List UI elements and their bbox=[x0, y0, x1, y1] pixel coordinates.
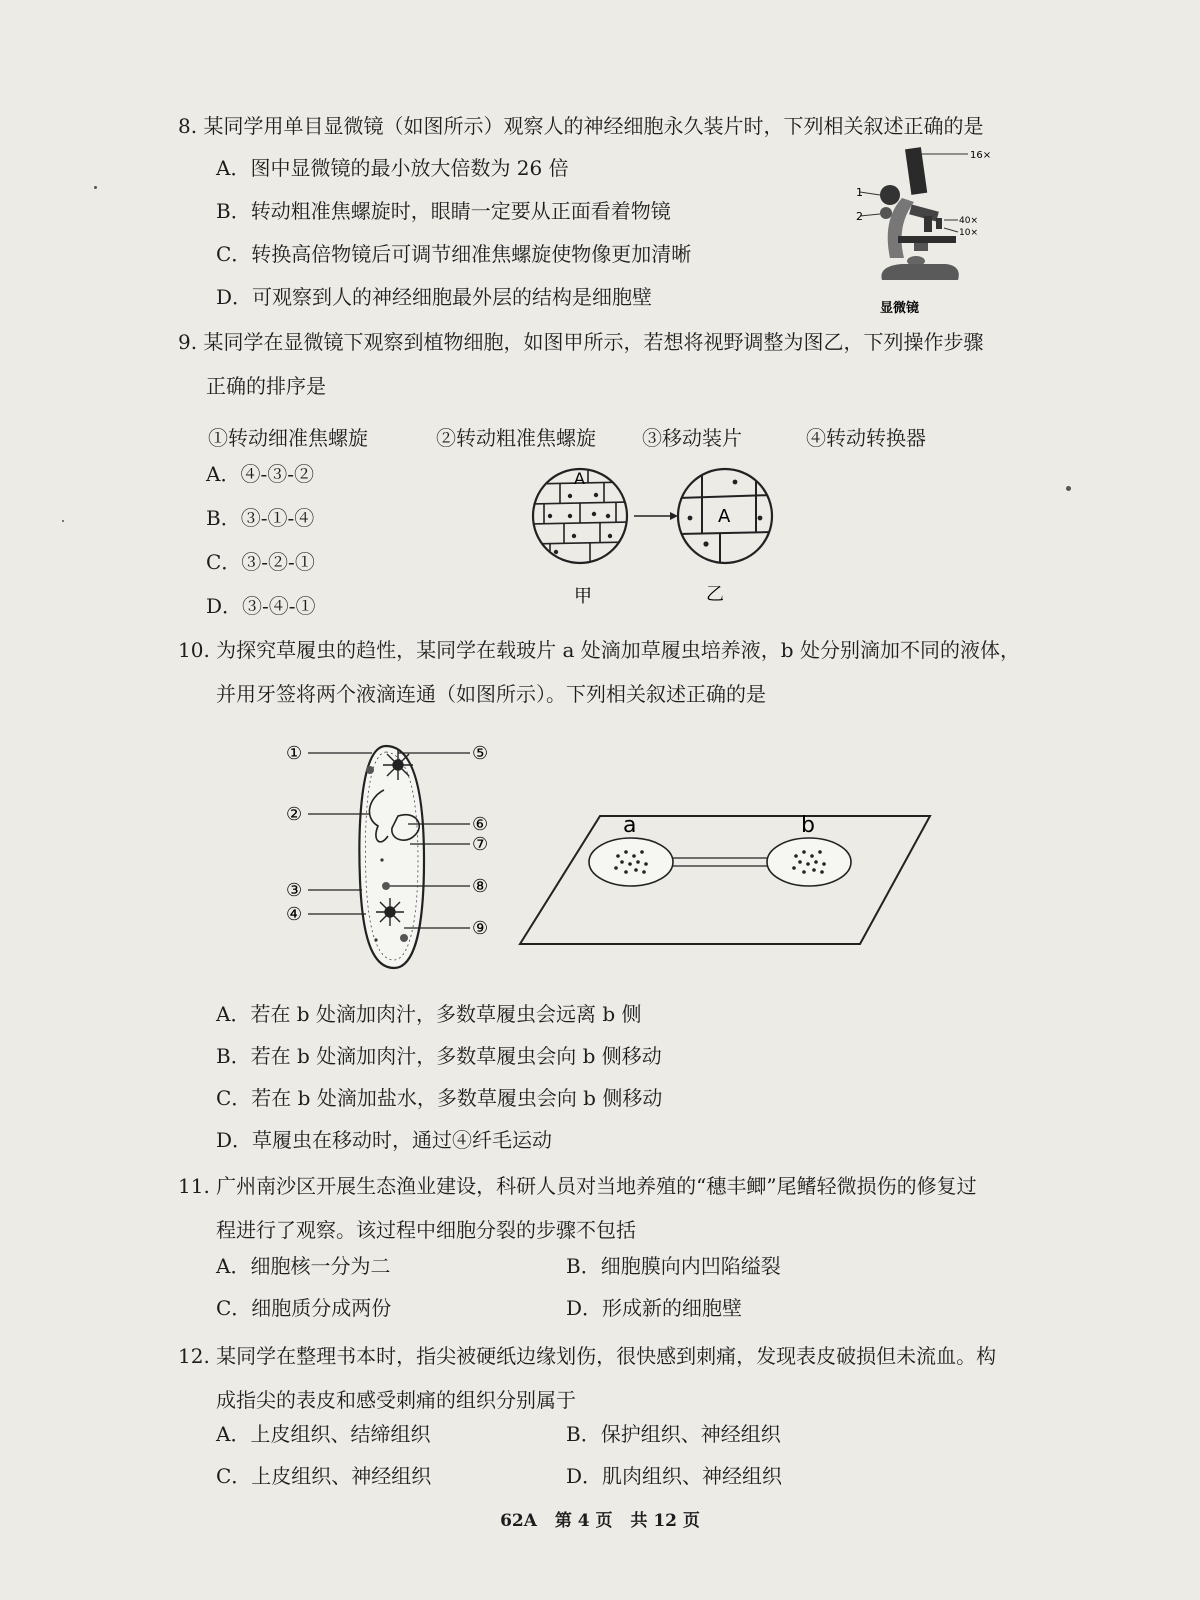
paramecium-label-6: ⑥ bbox=[472, 814, 489, 835]
paramecium-label-2: ② bbox=[286, 804, 303, 825]
q12-option-d: D．肌肉组织、神经组织 bbox=[566, 1464, 783, 1488]
paramecium-label-4: ④ bbox=[286, 904, 303, 925]
q11-option-a: A．细胞核一分为二 bbox=[216, 1254, 391, 1278]
slide-label-a: a bbox=[623, 813, 637, 838]
contractile-vacuole-top bbox=[383, 750, 413, 780]
q9-option-b: B．③-①-④ bbox=[206, 506, 315, 530]
q9-step-1: ①转动细准焦螺旋 bbox=[208, 426, 368, 450]
q9-option-c: C．③-②-① bbox=[206, 550, 315, 574]
q10-option-c: C．若在 b 处滴加盐水，多数草履虫会向 b 侧移动 bbox=[216, 1086, 663, 1110]
question-12-stem: 12. 某同学在整理书本时，指尖被硬纸边缘划伤，很快感到刺痛，发现表皮破损但未流血。构 成指尖的表皮和感受刺痛的组织分别属于 bbox=[178, 1344, 997, 1412]
paramecium-figure bbox=[286, 740, 506, 980]
paramecium-label-1: ① bbox=[286, 743, 303, 764]
label-jia: 甲 bbox=[574, 586, 592, 607]
q11-option-c: C．细胞质分成两份 bbox=[216, 1296, 392, 1320]
question-11-stem: 11. 广州南沙区开展生态渔业建设，科研人员对当地养殖的“穗丰鲫”尾鳍轻微损伤的修复过 程进行了观察。该过程中细胞分裂的步骤不包括 bbox=[178, 1174, 977, 1242]
slide-figure bbox=[520, 810, 940, 950]
q9-option-d: D．③-④-① bbox=[206, 594, 316, 618]
label-2: 2 bbox=[856, 210, 863, 223]
paramecium-label-5: ⑤ bbox=[472, 743, 489, 764]
objective-low-label: 10× bbox=[959, 228, 978, 238]
microscope-caption: 显微镜 bbox=[880, 301, 920, 316]
q12-option-c: C．上皮组织、神经组织 bbox=[216, 1464, 432, 1488]
question-8-stem: 8. 某同学用单目显微镜（如图所示）观察人的神经细胞永久装片时，下列相关叙述正确的是 bbox=[178, 114, 984, 138]
q9-step-2: ②转动粗准焦螺旋 bbox=[436, 426, 596, 450]
cell-letter-yi: A bbox=[718, 506, 731, 527]
q12-option-b: B．保护组织、神经组织 bbox=[566, 1422, 781, 1446]
q10-option-a: A．若在 b 处滴加肉汁，多数草履虫会远离 b 侧 bbox=[216, 1002, 642, 1026]
scan-speck bbox=[1066, 486, 1071, 491]
paramecium-label-9: ⑨ bbox=[472, 918, 489, 939]
q8-option-b: B．转动粗准焦螺旋时，眼睛一定要从正面看着物镜 bbox=[216, 199, 671, 223]
label-yi: 乙 bbox=[706, 584, 724, 605]
microscope-figure bbox=[856, 140, 1020, 322]
paramecium-label-7: ⑦ bbox=[472, 834, 489, 855]
q9-step-4: ④转动转换器 bbox=[806, 426, 926, 450]
q11-option-b: B．细胞膜向内凹陷缢裂 bbox=[566, 1254, 781, 1278]
q12-option-a: A．上皮组织、结缔组织 bbox=[216, 1422, 431, 1446]
q10-option-d: D．草履虫在移动时，通过④纤毛运动 bbox=[216, 1128, 553, 1152]
paramecium-label-8: ⑧ bbox=[472, 876, 489, 897]
cell-letter-jia: A bbox=[574, 469, 585, 488]
label-1: 1 bbox=[856, 186, 863, 199]
scan-speck bbox=[94, 186, 97, 189]
q10-option-b: B．若在 b 处滴加肉汁，多数草履虫会向 b 侧移动 bbox=[216, 1044, 662, 1068]
exam-code: 62A bbox=[500, 1511, 537, 1531]
page-footer bbox=[0, 1506, 1200, 1531]
question-9-stem: 9. 某同学在显微镜下观察到植物细胞，如图甲所示，若想将视野调整为图乙，下列操作步骤 正确的排序是 bbox=[178, 330, 984, 398]
scan-speck bbox=[62, 520, 64, 522]
q11-option-d: D．形成新的细胞壁 bbox=[566, 1296, 743, 1320]
q8-option-c: C．转换高倍物镜后可调节细准焦螺旋使物像更加清晰 bbox=[216, 242, 692, 266]
eyepiece-label: 16× bbox=[970, 150, 992, 161]
q8-option-d: D．可观察到人的神经细胞最外层的结构是细胞壁 bbox=[216, 285, 653, 309]
slide-label-b: b bbox=[801, 813, 815, 838]
question-10-stem: 10. 为探究草履虫的趋性，某同学在载玻片 a 处滴加草履虫培养液，b 处分别滴加不同的液体， 并用牙签将两个液滴连通（如图所示）。下列相关叙述正确的是 bbox=[178, 638, 1020, 706]
q9-option-a: A．④-③-② bbox=[206, 462, 314, 486]
contractile-vacuole-bottom bbox=[376, 898, 404, 926]
page-number: 第 4 页 bbox=[554, 1511, 613, 1531]
q8-option-a: A．图中显微镜的最小放大倍数为 26 倍 bbox=[216, 156, 569, 180]
objective-high-label: 40× bbox=[959, 216, 978, 226]
page-total: 共 12 页 bbox=[630, 1511, 700, 1531]
paramecium-label-3: ③ bbox=[286, 880, 303, 901]
q9-step-3: ③移动装片 bbox=[642, 426, 742, 450]
cell-view-figure bbox=[530, 460, 800, 610]
